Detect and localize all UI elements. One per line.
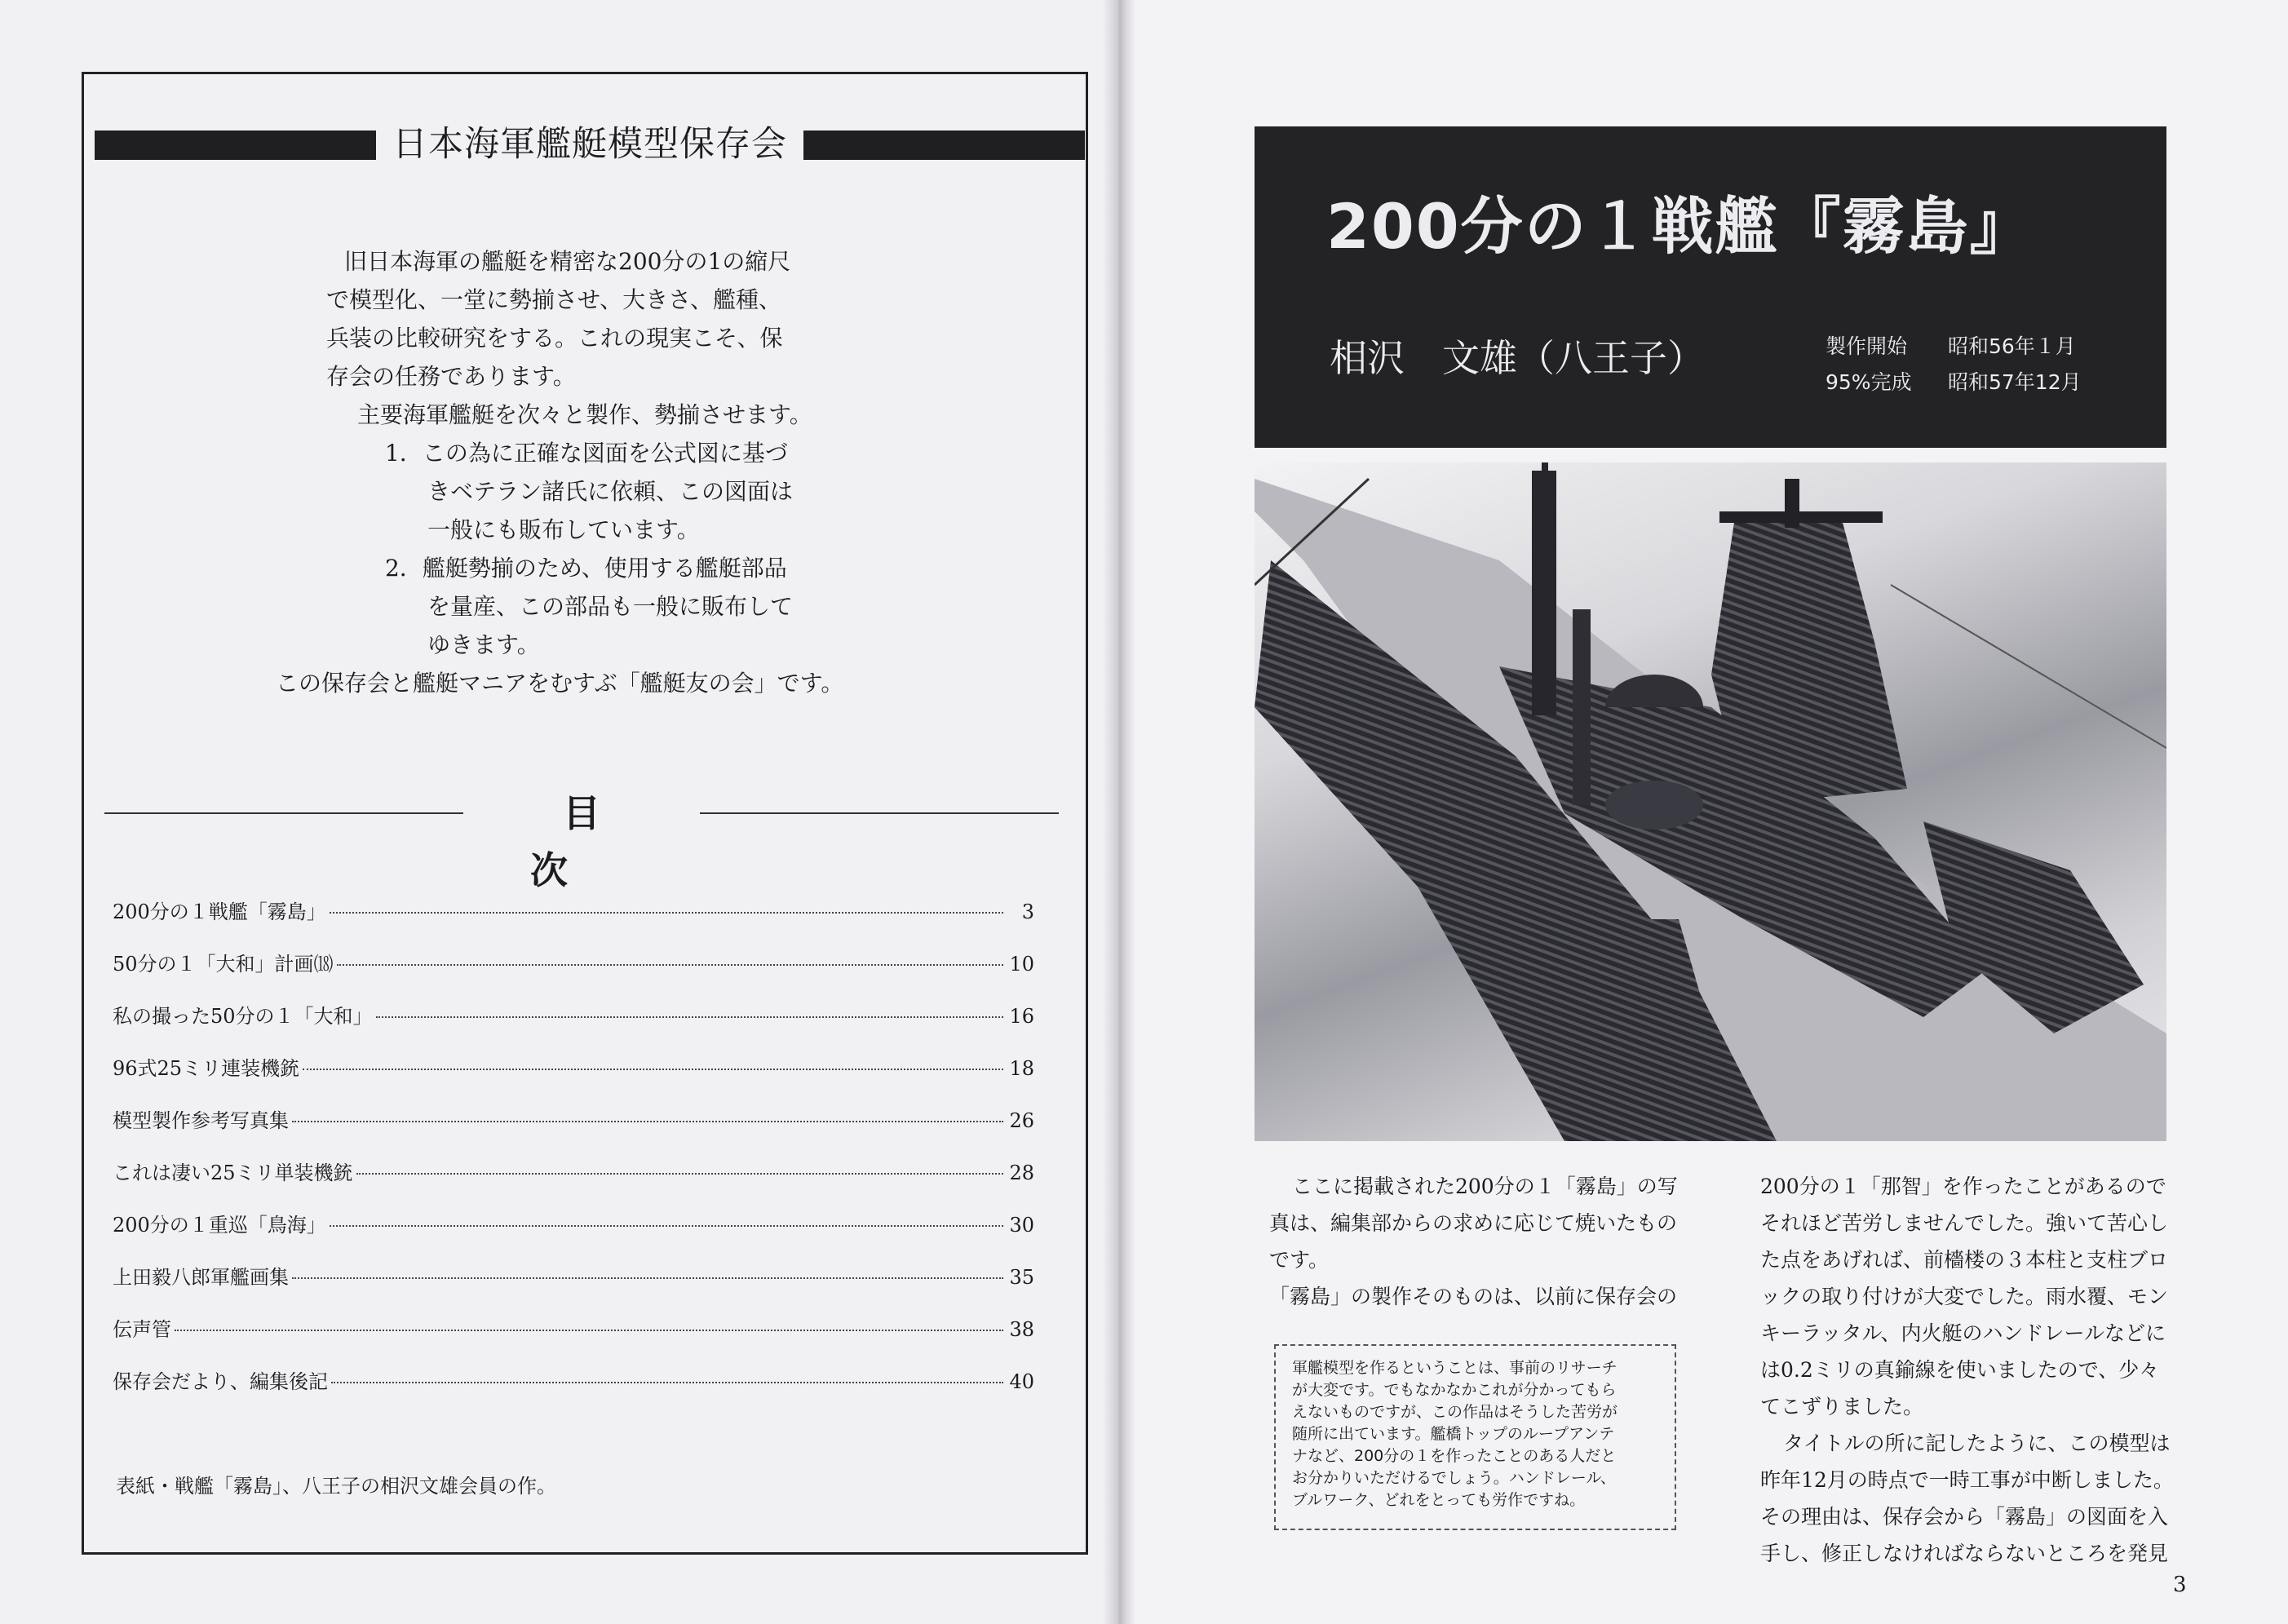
intro-line: この保存会と艦艇マニアをむすぶ「艦艇友の会」です。 xyxy=(276,670,844,697)
toc-leader xyxy=(292,1277,1003,1279)
toc-entry-page: 16 xyxy=(1009,1005,1034,1028)
body-line: は0.2ミリの真鍮線を使いましたので、少々 xyxy=(1760,1358,2160,1382)
toc-entry-title: 保存会だより、編集後記 xyxy=(113,1370,328,1393)
toc-entry[interactable] xyxy=(113,1157,1034,1209)
callout-line: えないものですが、この作品はそうした苦労が xyxy=(1292,1403,1618,1421)
page-number: 3 xyxy=(2173,1573,2187,1597)
toc-entry-page: 10 xyxy=(1009,953,1034,976)
callout-line: ナなど、200分の１を作ったことのある人だと xyxy=(1292,1447,1617,1465)
article-title-box xyxy=(1255,126,2166,448)
body-line: 「霧島」の製作そのものは、以前に保存会の xyxy=(1269,1285,1678,1308)
intro-line: 兵装の比較研究をする。これの現実こそ、保 xyxy=(326,325,783,352)
intro-line: で模型化、一堂に勢揃させ、大きさ、艦種、 xyxy=(326,286,782,313)
toc-entry[interactable] xyxy=(113,1000,1034,1052)
book-gutter xyxy=(1103,0,1135,1624)
toc-entry-page: 18 xyxy=(1009,1057,1034,1080)
callout-line: ブルワーク、どれをとっても労作ですね。 xyxy=(1292,1491,1586,1509)
callout-line: 随所に出ています。艦橋トップのループアンテ xyxy=(1292,1425,1615,1443)
toc-entry-title: 50分の１「大和」計画⒅ xyxy=(113,953,334,976)
body-line: 手し、修正しなければならないところを発見 xyxy=(1760,1542,2169,1565)
toc-entry-title: 模型製作参考写真集 xyxy=(113,1109,289,1132)
table-of-contents xyxy=(113,896,1034,1418)
toc-header xyxy=(104,785,1059,892)
toc-rule-right xyxy=(700,812,1059,814)
toc-entry-page: 40 xyxy=(1009,1370,1034,1393)
intro-line: 存会の任務であります。 xyxy=(326,363,576,390)
toc-title: 目次 xyxy=(530,791,666,892)
intro-text xyxy=(269,242,971,702)
toc-entry-page: 30 xyxy=(1009,1214,1034,1237)
toc-entry-title: 私の撮った50分の１「大和」 xyxy=(113,1005,373,1028)
toc-entry-page: 35 xyxy=(1009,1266,1034,1289)
intro-line: 2．艦艇勢揃のため、使用する艦艇部品 xyxy=(385,555,787,582)
body-line: その理由は、保存会から「霧島」の図面を入 xyxy=(1760,1505,2169,1529)
callout-line: が大変です。でもなかなかこれが分かってもら xyxy=(1292,1381,1617,1399)
battleship-model-photo xyxy=(1255,462,2166,1141)
build-date-row xyxy=(1826,329,2082,365)
article-body-column-1 xyxy=(1269,1168,1693,1315)
toc-entry-title: 96式25ミリ連装機銃 xyxy=(113,1057,300,1080)
intro-line: 主要海軍艦艇を次々と製作、勢揃させます。 xyxy=(357,401,812,428)
intro-line: 旧日本海軍の艦艇を精密な200分の1の縮尺 xyxy=(344,248,791,275)
toc-entry[interactable] xyxy=(113,1365,1034,1418)
intro-line: ゆきます。 xyxy=(427,631,540,658)
header-bar-right xyxy=(803,131,1085,160)
body-line: 200分の１「那智」を作ったことがあるので xyxy=(1760,1175,2166,1198)
toc-entry[interactable] xyxy=(113,1052,1034,1104)
toc-leader xyxy=(337,964,1003,966)
battleship-illustration xyxy=(1255,462,2166,1141)
editor-comment-box xyxy=(1274,1344,1676,1530)
body-line: た点をあげれば、前檣楼の３本柱と支柱ブロ xyxy=(1760,1248,2169,1272)
intro-line: 1．この為に正確な図面を公式図に基づ xyxy=(385,440,788,467)
body-line: キーラッタル、内火艇のハンドレールなどに xyxy=(1760,1321,2166,1345)
toc-entry-title: 200分の１重巡「鳥海」 xyxy=(113,1214,326,1237)
toc-entry-title: 伝声管 xyxy=(113,1318,171,1341)
left-page xyxy=(0,0,1117,1624)
toc-entry-title: これは凄い25ミリ単装機銃 xyxy=(113,1162,353,1184)
toc-entry[interactable] xyxy=(113,1104,1034,1157)
toc-entry-page: 38 xyxy=(1009,1318,1034,1341)
build-dates xyxy=(1826,329,2082,400)
org-title: 日本海軍艦艇模型保存会 xyxy=(392,124,787,165)
body-line: ここに掲載された200分の１「霧島」の写 xyxy=(1292,1175,1678,1198)
toc-entry[interactable] xyxy=(113,1261,1034,1313)
toc-leader xyxy=(330,1225,1003,1227)
build-date-value: 昭和56年１月 xyxy=(1948,334,2076,358)
intro-line: 一般にも販布しています。 xyxy=(427,516,700,543)
toc-leader xyxy=(292,1121,1003,1122)
article-body-column-2 xyxy=(1760,1168,2201,1572)
toc-entry-title: 200分の１戦艦「霧島」 xyxy=(113,901,326,923)
article-title: 200分の１戦艦『霧島』 xyxy=(1326,190,2034,263)
intro-line: を量産、この部品も一般に販布して xyxy=(427,593,794,620)
toc-entry[interactable] xyxy=(113,1313,1034,1365)
toc-leader xyxy=(175,1330,1003,1331)
toc-leader xyxy=(330,912,1003,914)
toc-entry-page: 26 xyxy=(1009,1109,1034,1132)
body-line: タイトルの所に記したように、この模型は xyxy=(1783,1432,2171,1455)
build-date-label: 95%完成 xyxy=(1826,370,1912,394)
body-line: です。 xyxy=(1269,1248,1330,1272)
toc-entry[interactable] xyxy=(113,896,1034,948)
build-date-label: 製作開始 xyxy=(1826,334,1908,358)
toc-leader xyxy=(356,1173,1003,1175)
build-date-row xyxy=(1826,365,2082,400)
body-line: ックの取り付けが大変でした。雨水覆、モン xyxy=(1760,1285,2169,1308)
toc-entry-title: 上田毅八郎軍艦画集 xyxy=(113,1266,289,1289)
org-header xyxy=(95,121,1085,168)
body-line: てこずりました。 xyxy=(1760,1395,1924,1418)
toc-entry[interactable] xyxy=(113,948,1034,1000)
callout-line: 軍艦模型を作るということは、事前のリサーチ xyxy=(1292,1359,1618,1377)
toc-rule-left xyxy=(104,812,463,814)
callout-line: お分かりいただけるでしょう。ハンドレール、 xyxy=(1292,1469,1616,1487)
body-line: それほど苦労しませんでした。強いて苦心し xyxy=(1760,1211,2169,1235)
cover-note: 表紙・戦艦「霧島」、八王子の相沢文雄会員の作。 xyxy=(116,1475,556,1498)
body-line: 昨年12月の時点で一時工事が中断しました。 xyxy=(1760,1468,2174,1492)
toc-leader xyxy=(331,1382,1003,1383)
toc-leader xyxy=(376,1016,1003,1018)
toc-entry-page: 3 xyxy=(1021,901,1034,923)
toc-entry[interactable] xyxy=(113,1209,1034,1261)
article-author: 相沢 文雄（八王子） xyxy=(1330,336,1705,380)
body-line: 真は、編集部からの求めに応じて焼いたもの xyxy=(1269,1211,1678,1235)
toc-leader xyxy=(303,1069,1003,1070)
intro-line: きベテラン諸氏に依頼、この図面は xyxy=(427,478,794,505)
header-bar-left xyxy=(95,131,376,160)
build-date-value: 昭和57年12月 xyxy=(1948,370,2082,394)
toc-entry-page: 28 xyxy=(1009,1162,1034,1184)
